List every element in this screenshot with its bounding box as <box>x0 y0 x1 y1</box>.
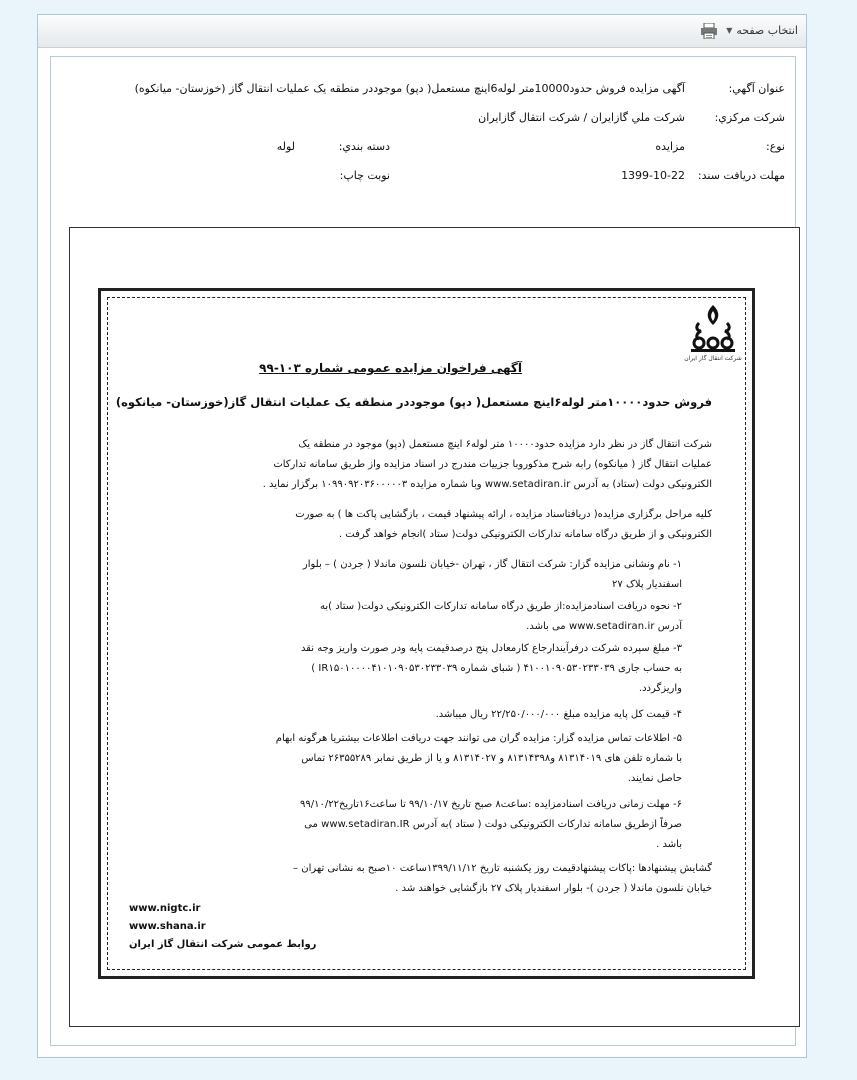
document-image-frame <box>69 227 800 1027</box>
stages-line-1: کلیه مراحل برگزاری مزایده( دریافتاسناد مزایده ، ارائه پیشنهاد قیمت ، بازگشایی پاکت ها ) به صورت <box>295 509 712 520</box>
logo-caption: شرکت انتقال گاز ایران <box>684 355 742 362</box>
announcement-details <box>50 56 796 1046</box>
company-label: شركت مركزي: <box>714 111 785 124</box>
toolbar <box>38 15 806 48</box>
url-nigtc: www.nigtc.ir <box>129 903 201 914</box>
intro-line-2: عملیات انتقال گاز ( میانکوه) رابه شرح مذکوروبا جزییات مندرج در اسناد مزایده واز طریق سامانه تدارکات <box>273 459 712 470</box>
item-6-line-3: باشد . <box>656 839 682 850</box>
opening-line-2: خیابان نلسون ماندلا ( جردن )- بلوار اسفندیار پلاک ۲۷ بازگشایی خواهند شد . <box>395 883 712 894</box>
page-select-dropdown[interactable] <box>726 24 798 37</box>
item-5-line-2: با شماره تلفن های ۸۱۳۱۴۰۱۹ و۸۱۳۱۴۳۹۸ و ۸۱۳۱۴۰۲۷ و یا از طریق نمابر ۲۶۳۵۵۲۸۹ تماس <box>301 753 682 764</box>
item-3-line-1: ۳- مبلغ سپرده شرکت درفرآیندارجاع کارمعادل پنج درصدقیمت پایه ودر صورت واریز وجه نقد <box>300 643 682 654</box>
item-1-line-2: اسفندیار پلاک ۲۷ <box>612 579 682 590</box>
page-select-label: انتخاب صفحه <box>736 24 798 37</box>
item-6-line-1: ۶- مهلت زمانی دریافت اسنادمزایده :ساعت۸ صبح تاریخ ۹۹/۱۰/۱۷ تا ساعت۱۶تاریخ۹۹/۱۰/۲۲ <box>300 799 682 810</box>
item-6-line-2: صرفاً ازطریق سامانه تدارکات الکترونیکی دولت ( ستاد )به آدرس www.setadiran.IR می <box>304 819 682 830</box>
doc-subtitle: فروش حدود۱۰۰۰۰متر لوله۶اینچ مستعمل( دپو) موجوددر منطقه یک عملیات انتقال گاز(خوزستان- میانکوه) <box>115 395 712 409</box>
print-turn-label: نوبت چاپ: <box>339 169 390 182</box>
page-container <box>37 14 807 1058</box>
title-label: عنوان آگهي: <box>728 82 785 95</box>
printer-icon[interactable] <box>700 23 718 39</box>
signature: روابط عمومی شرکت انتقال گاز ایران <box>129 939 317 950</box>
category-value: لوله <box>276 140 295 153</box>
item-5-line-1: ۵- اطلاعات تماس مزایده گزار: مزایده گران می توانند جهت دریافت اطلاعات بیشتریا هرگونه ابهام <box>275 733 682 744</box>
item-3-line-2: به حساب جاری ۴۱۰۰۱۰۹۰۵۳۰۲۳۳۰۳۹ ( شبای شماره IR۱۵۰۱۰۰۰۰۴۱۰۱۰۹۰۵۳۰۲۳۳۰۳۹ ) <box>311 663 682 674</box>
item-4: ۴- قیمت کل پایه مزایده مبلغ ۲۲/۲۵۰/۰۰۰/۰۰۰ ریال میباشد. <box>435 709 682 720</box>
nigc-logo <box>680 303 746 373</box>
title-value: آگهی مزایده فروش حدود10000متر لوله6اینچ مستعمل( دپو) موجوددر منطقه یک عملیات انتقال گاز (خوزستان- میانکوه) <box>134 82 685 95</box>
scanned-announcement <box>98 288 755 979</box>
intro-line-3: الکترونیکی دولت (ستاد) به آدرس www.setadiran.ir وبا شماره مزایده ۱۰۹۹۰۹۲۰۳۶۰۰۰۰۰۳ برگزار نماید . <box>262 479 712 490</box>
type-value: مزايده <box>655 140 685 153</box>
opening-line-1: گشایش پیشنهادها :پاکات پیشنهادقیمت روز یکشنبه تاریخ ۱۳۹۹/۱۱/۱۲ساعت ۱۰صبح به نشانی تهران – <box>293 863 712 874</box>
stages-line-2: الکترونیکی و از طریق درگاه سامانه تدارکات الکترونیکی دولت( ستاد )انجام خواهد گرفت . <box>338 529 712 540</box>
category-label: دسته بندي: <box>338 140 390 153</box>
caret-down-icon: ▼ <box>726 26 733 35</box>
intro-line-1: شرکت انتقال گاز در نظر دارد مزایده حدود۱۰۰۰۰ متر لوله۶ اینچ مستعمل (دپو) موجود در منطقه یک <box>298 439 712 450</box>
deadline-label: مهلت دريافت سند: <box>697 169 785 182</box>
doc-title: آگهی فراخوان مزایده عمومی شماره ۱۰۳-۹۹ <box>259 361 522 375</box>
company-value: شركت ملي گازايران / شركت انتقال گازايران <box>478 111 685 124</box>
item-2-line-1: ۲- نحوه دریافت اسنادمزایده:از طریق درگاه سامانه تدارکات الکترونیکی دولت( ستاد )به <box>319 601 682 612</box>
item-5-line-3: حاصل نمایند. <box>627 773 682 784</box>
item-3-line-3: واریزگردد. <box>638 683 682 694</box>
deadline-value: 1399-10-22 <box>621 169 685 182</box>
url-shana: www.shana.ir <box>129 921 206 932</box>
flame-logo-icon <box>685 303 741 353</box>
type-label: نوع: <box>765 140 785 153</box>
item-2-line-2: آدرس www.setadiran.ir می باشد. <box>526 621 682 632</box>
item-1-line-1: ۱- نام ونشانی مزایده گزار: شرکت انتقال گاز ، تهران -خیابان نلسون ماندلا ( جردن ) – بلوار <box>302 559 682 570</box>
